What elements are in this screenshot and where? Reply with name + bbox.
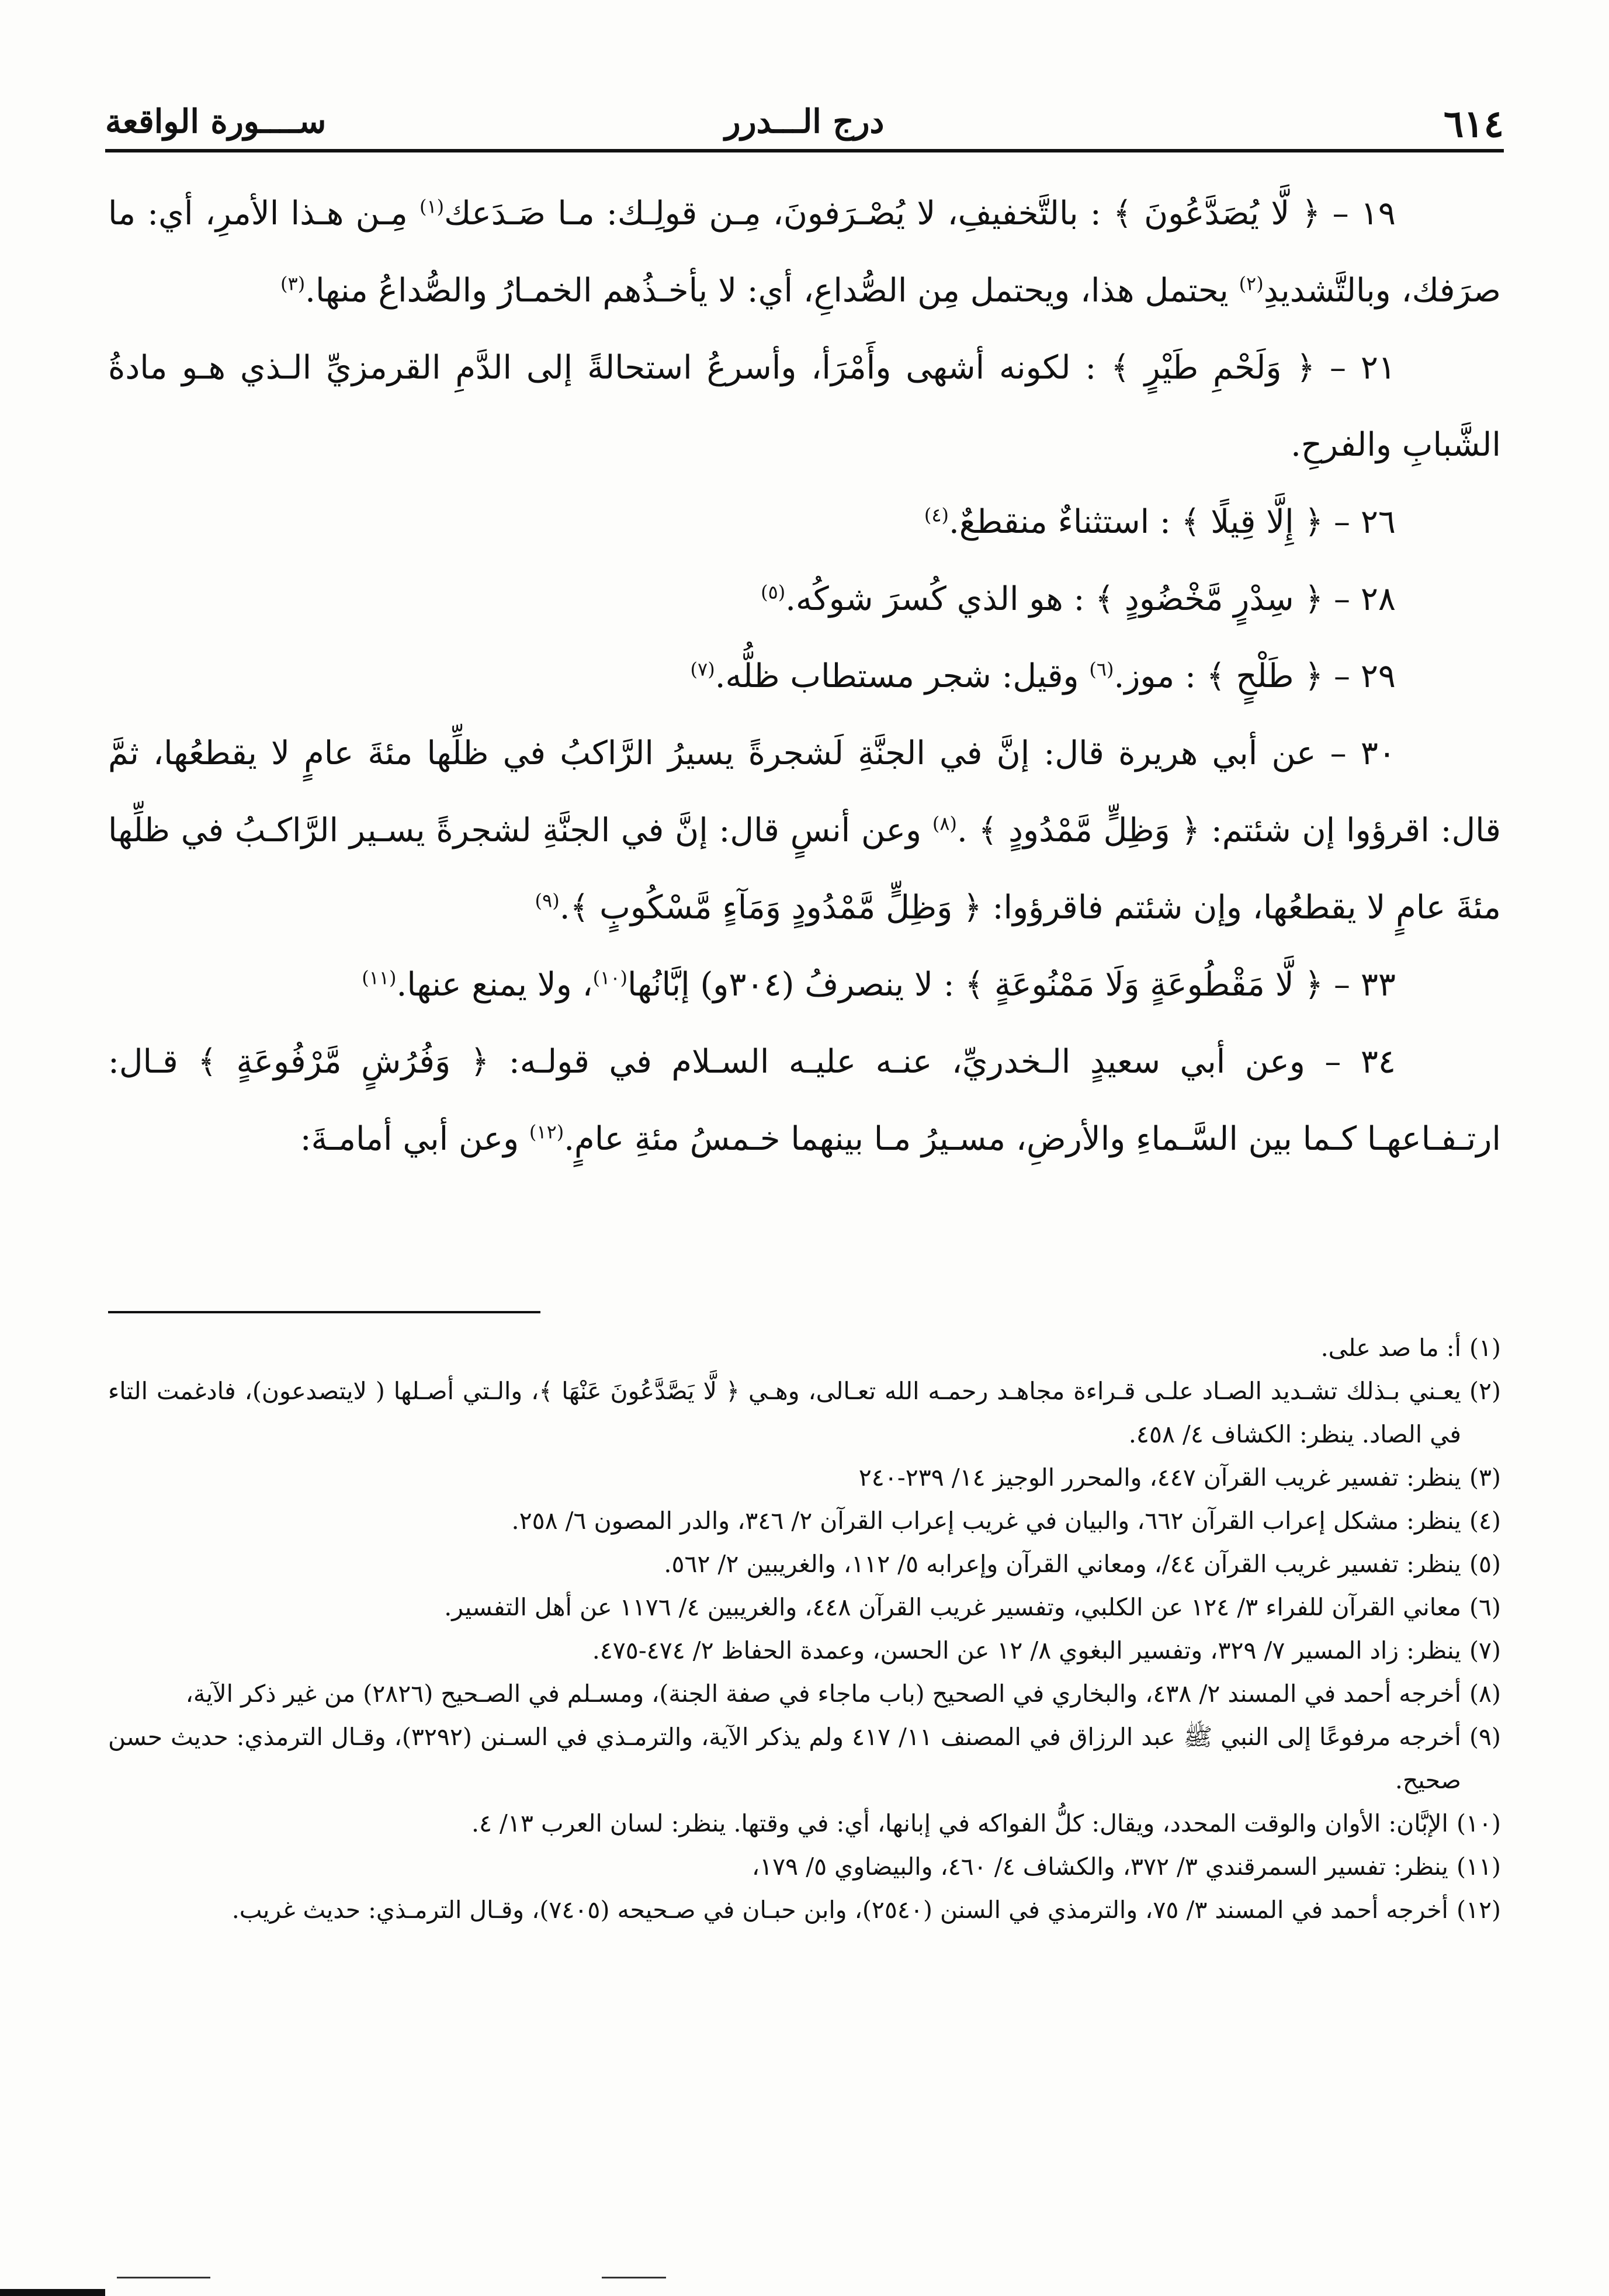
entry-text: ٣٣ – ﴿ لَّا مَقْطُوعَةٍ وَلَا مَمْنُوعَةٍ ﴾ : لا ينصرفُ (٣٠٤و) إبَّانُها [627,966,1396,1004]
page-number: ٦١٤ [1443,102,1504,146]
entry-text: وقيل: شجر مستطاب ظلُّه. [715,657,1090,695]
entry-text: ، ولا يمنع عنها. [396,966,593,1004]
entry-text: ٢٨ – ﴿ سِدْرٍ مَّخْضُودٍ ﴾ : هو الذي كُسرَ شوكُه. [785,580,1396,618]
footnote-number: (٧) [1469,1636,1501,1664]
entry-text: مِـن هـذا الأمرِ، أي: ما صرَفك، وبالتَّشديدِ [108,195,1501,310]
footnote [108,1542,1501,1586]
footnote [108,1586,1501,1629]
book-title: درج الـــدرر [724,102,885,141]
surah-title: ســــورة الواقعة [105,102,327,141]
entry-29 [108,638,1501,715]
footnote-marker: (١١) [362,966,397,989]
footnote-number: (٥) [1469,1550,1501,1578]
footnote-marker: (٩) [535,889,560,912]
scan-edge-mark [0,2289,105,2296]
entry-text: ٢٩ – ﴿ طَلْحٍ ﴾ : موز. [1114,657,1396,695]
entry-33 [108,946,1501,1024]
entry-text: يحتمل هذا، ويحتمل مِن الصُّداعِ، أي: لا يأخـذُهم الخمـارُ والصُّداعُ منها. [305,272,1239,310]
footnote-text: أخرجه مرفوعًا إلى النبي ﷺ عبد الرزاق في المصنف ١١/ ٤١٧ ولم يذكر الآية، والترمـذي في السـنن (٣٢٩٢)، وقـال الترمذي: حديث حسن صحيح. [108,1723,1461,1794]
footnote [108,1456,1501,1499]
footnote-text: يعـني بـذلك تشـديد الصـاد علـى قـراءة مجاهـد رحمـه الله تعـالى، وهـي ﴿ لَّا يَصَّدَّعُونَ عَنْهَا ﴾، والـتي أصـلها ( لايتصدعون)، فادغمت التاء في الصاد. ينظر: الكشاف ٤/ ٤٥٨. [108,1377,1461,1448]
entry-text: وعن أنسٍ قال: إنَّ في الجنَّةِ لشجرةً يسـير الرَّاكـبُ في ظلِّها مئةَ عامٍ لا يقطعُها، وإن شئتم فاقرؤوا: ﴿ وَظِلٍّ مَّمْدُودٍ وَمَآءٍ مَّسْكُوبٍ ﴾. [108,811,1501,927]
footnote-marker: (٣) [280,272,306,295]
footnote-marker: (٤) [924,504,949,526]
footnote [108,1715,1501,1802]
scan-line [602,2277,666,2278]
footnote [108,1672,1501,1715]
footnote-text: أ: ما صد على. [1320,1334,1461,1362]
footnote-text: ينظر: تفسير غريب القرآن ٤٤٧، والمحرر الوجيز ١٤/ ٢٣٩-٢٤٠ [858,1463,1461,1492]
footnote-number: (١٢) [1456,1896,1501,1924]
footnote [108,1326,1501,1369]
footnote [108,1629,1501,1672]
footnote [108,1845,1501,1888]
footnote-marker: (٦) [1089,658,1114,681]
entry-text: ١٩ – ﴿ لَّا يُصَدَّعُونَ ﴾ : بالتَّخفيفِ، لا يُصْـرَفونَ، مِـن قولِـك: مـا صَـدَعك [444,195,1396,233]
footnote-marker: (٢) [1239,272,1264,295]
running-header [105,96,1504,152]
entry-34 [108,1024,1501,1178]
entry-text: ٢١ – ﴿ وَلَحْمِ طَيْرٍ ﴾ : لكونه أشهى وأَمْرَأ، وأسرعُ استحالةً إلى الدَّمِ القرمزيِّ الـذي هـو مادةُ الشَّبابِ والفرحِ. [108,349,1501,464]
footnote-text: معاني القرآن للفراء ٣/ ١٢٤ عن الكلبي، وتفسير غريب القرآن ٤٤٨، والغريبين ٤/ ١١٧٦ عن أهل التفسير. [444,1593,1461,1621]
footnote [108,1499,1501,1542]
footnote-text: أخرجه أحمد في المسند ٣/ ٧٥، والترمذي في السنن (٢٥٤٠)، وابن حبـان في صـحيحه (٧٤٠٥)، وقـال الترمـذي: حديث غريب. [231,1896,1448,1924]
footnote-number: (١١) [1456,1853,1501,1881]
footnote-number: (١) [1469,1334,1501,1362]
entry-text: ٣٤ – وعن أبي سعيدٍ الـخدريِّ، عنـه عليـه السـلام في قولـه: ﴿ وَفُرُشٍ مَّرْفُوعَةٍ ﴾ قـال: ارتـفـاعهـا كـما بين السَّـماءِ والأرضِ، مسـيرُ مـا بينهما خـمسُ مئةِ عامٍ. [108,1043,1501,1158]
entry-26 [108,484,1501,561]
main-text [108,175,1501,1178]
footnote-text: ينظر: تفسير غريب القرآن ٤٤/، ومعاني القرآن وإعرابه ٥/ ١١٢، والغريبين ٢/ ٥٦٢. [664,1550,1461,1578]
entry-30 [108,715,1501,946]
footnote-separator [108,1311,540,1313]
entry-19 [108,175,1501,330]
footnote-text: ينظر: زاد المسير ٧/ ٣٢٩، وتفسير البغوي ٨/ ١٢ عن الحسن، وعمدة الحفاظ ٢/ ٤٧٤-٤٧٥. [592,1636,1461,1664]
footnote-text: ينظر: تفسير السمرقندي ٣/ ٣٧٢، والكشاف ٤/ ٤٦٠، والبيضاوي ٥/ ١٧٩، [751,1853,1448,1881]
footnote [108,1802,1501,1845]
footnote-number: (٩) [1469,1723,1501,1751]
footnote-text: الإبَّان: الأوان والوقت المحدد، ويقال: كلُّ الفواكه في إبانها، أي: في وقتها. ينظر: لسان العرب ١٣/ ٤. [471,1809,1448,1837]
footnotes [108,1326,1501,1931]
scan-line [117,2277,210,2278]
entry-28 [108,561,1501,638]
entry-21 [108,330,1501,484]
footnote-marker: (٥) [761,581,786,604]
footnote-number: (١٠) [1456,1809,1501,1837]
footnote-number: (٦) [1469,1593,1501,1621]
footnote-number: (٢) [1469,1377,1501,1405]
footnote-text: أخرجه أحمد في المسند ٢/ ٤٣٨، والبخاري في الصحيح (باب ماجاء في صفة الجنة)، ومسـلم في الصـحيح (٢٨٢٦) من غير ذكر الآية، [185,1680,1461,1708]
footnote-number: (٨) [1469,1680,1501,1708]
footnote-marker: (١٠) [592,966,627,989]
entry-text: وعن أبي أمامـةَ: [300,1120,529,1158]
footnote-number: (٣) [1469,1463,1501,1492]
footnote [108,1369,1501,1456]
footnote-text: ينظر: مشكل إعراب القرآن ٦٦٢، والبيان في غريب إعراب القرآن ٢/ ٣٤٦، والدر المصون ٦/ ٢٥٨. [511,1507,1461,1535]
footnote [108,1888,1501,1931]
footnote-number: (٤) [1469,1507,1501,1535]
footnote-marker: (١) [419,195,445,218]
entry-text: ٢٦ – ﴿ إِلَّا قِيلًا ﴾ : استثناءٌ منقطعٌ. [949,503,1396,541]
footnote-marker: (٧) [690,658,715,681]
footnote-marker: (٨) [932,812,957,835]
entry-text: ٣٠ – عن أبي هريرة قال: إنَّ في الجنَّةِ لَشجرةً يسيرُ الرَّاكبُ في ظلِّها مئةَ عامٍ لا يقطعُها، ثمَّ قال: اقرؤوا إن شئتم: ﴿ وَظِلٍّ مَّمْدُودٍ ﴾ . [108,734,1501,849]
footnote-marker: (١٢) [529,1121,564,1143]
